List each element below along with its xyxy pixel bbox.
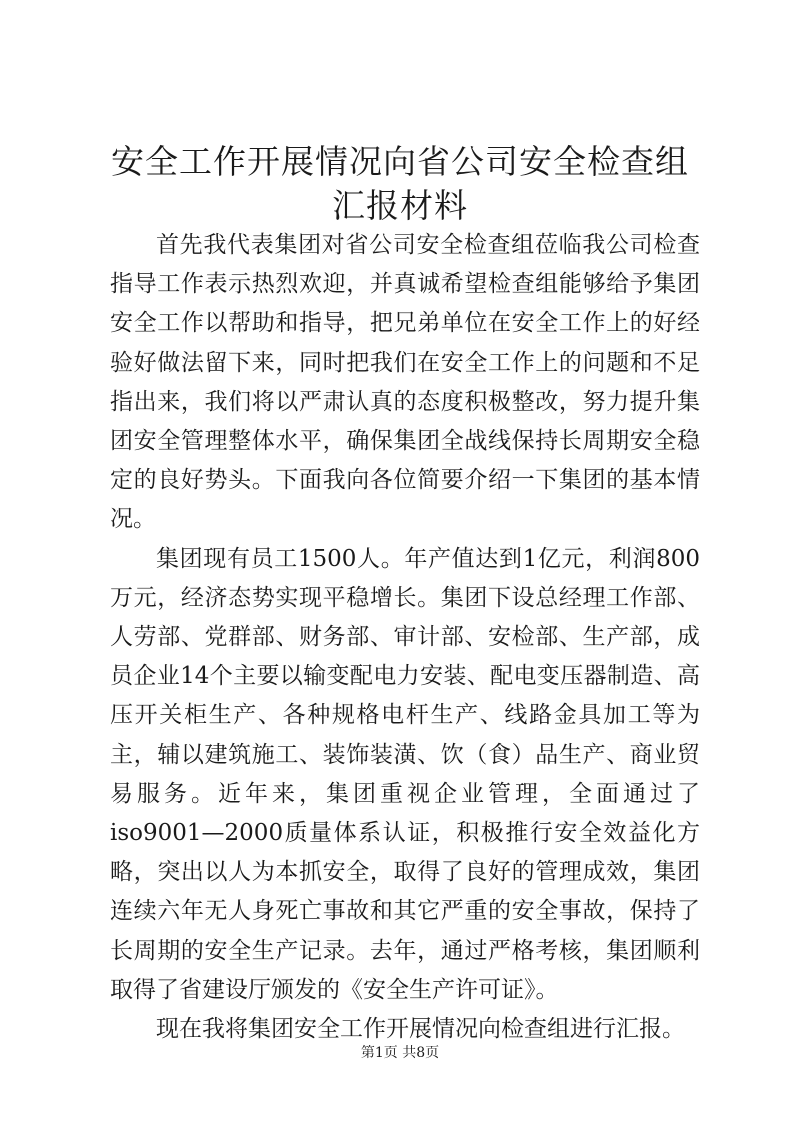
document-title: 安全工作开展情况向省公司安全检查组汇报材料 <box>111 142 689 225</box>
document-body <box>110 226 700 1049</box>
paragraph-welcome: 首先我代表集团对省公司安全检查组莅临我公司检查指导工作表示热烈欢迎，并真诚希望检查组能够给予集团安全工作以帮助和指导，把兄弟单位在安全工作上的好经验好做法留下来，同时把我们在安全工作上的问题和不足指出来，我们将以严肃认真的态度积极整改，努力提升集团安全管理整体水平，确保集团全战线保持长周期安全稳定的良好势头。下面我向各位简要介绍一下集团的基本情况。 <box>110 232 700 533</box>
paragraph-group-overview: 集团现有员工1500人。年产值达到1亿元，利润800万元，经济态势实现平稳增长。集团下设总经理工作部、人劳部、党群部、财务部、审计部、安检部、生产部，成员企业14个主要以输变配电力安装、配电变压器制造、高压开关柜生产、各种规格电杆生产、线路金具加工等为主，辅以建筑施工、装饰装潢、饮（食）品生产、商业贸易服务。近年来，集团重视企业管理，全面通过了iso9001—2000质量体系认证，积极推行安全效益化方略，突出以人为本抓安全，取得了良好的管理成效，集团连续六年无人身死亡事故和其它严重的安全事故，保持了长周期的安全生产记录。去年，通过严格考核，集团顺利取得了省建设厅颁发的《安全生产许可证》。 <box>110 545 700 1003</box>
paragraph-report-intro: 现在我将集团安全工作开展情况向检查组进行汇报。 <box>156 1016 685 1043</box>
page-number-footer: 第1页 共8页 <box>360 1045 440 1061</box>
